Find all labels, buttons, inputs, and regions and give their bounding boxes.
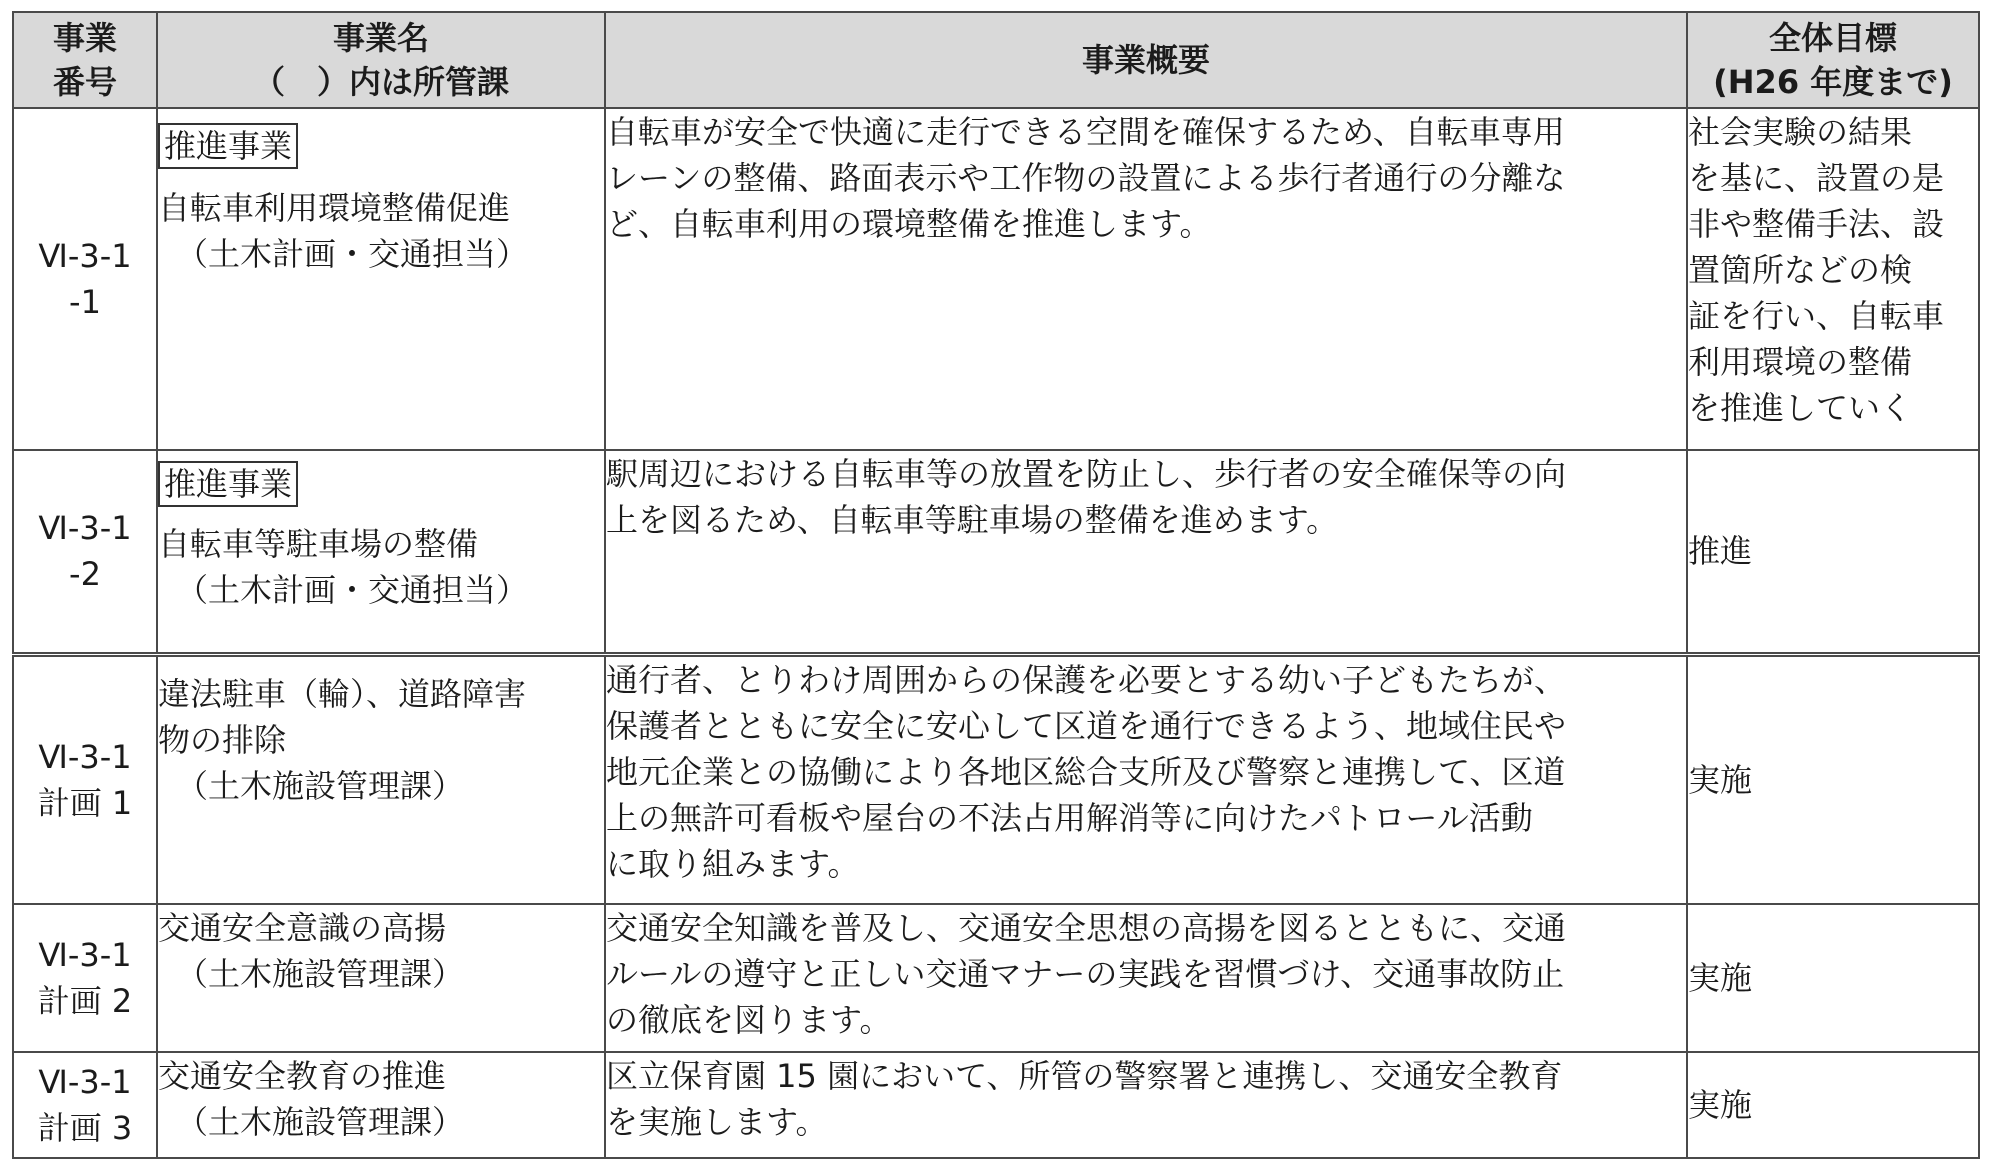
table-header-row [13,12,1979,108]
project-goal-cell: 実施 [1687,654,1979,904]
project-table [12,11,1980,1159]
table-row [13,108,1979,450]
promotion-badge: 推進事業 [158,461,298,507]
project-name-cell: 交通安全教育の推進 （土木施設管理課） [157,1052,605,1158]
project-summary-cell: 駅周辺における自転車等の放置を防止し、歩行者の安全確保等の向 上を図るため、自転車等駐車場の整備を進めます。 [605,450,1687,654]
project-goal-cell: 推進 [1687,450,1979,654]
project-summary-cell: 交通安全知識を普及し、交通安全思想の高揚を図るとともに、交通 ルールの遵守と正しい交通マナーの実践を習慣づけ、交通事故防止 の徹底を図ります。 [605,904,1687,1052]
project-summary-cell: 区立保育園 15 園において、所管の警察署と連携し、交通安全教育 を実施します。 [605,1052,1687,1158]
header-number: 事業 番号 [13,12,157,108]
header-goal: 全体目標 (H26 年度まで) [1687,12,1979,108]
project-number-cell: Ⅵ-3-1 計画 2 [13,904,157,1052]
project-name-cell: 推進事業 自転車利用環境整備促進 （土木計画・交通担当） [157,108,605,450]
project-goal-cell: 実施 [1687,1052,1979,1158]
table-row [13,904,1979,1052]
project-name-cell: 交通安全意識の高揚 （土木施設管理課） [157,904,605,1052]
project-number-cell: Ⅵ-3-1 -2 [13,450,157,654]
header-summary: 事業概要 [605,12,1687,108]
project-number-cell: Ⅵ-3-1 -1 [13,108,157,450]
project-name-cell: 推進事業 自転車等駐車場の整備 （土木計画・交通担当） [157,450,605,654]
header-name: 事業名 （ ）内は所管課 [157,12,605,108]
project-number-cell: Ⅵ-3-1 計画 3 [13,1052,157,1158]
project-summary-cell: 自転車が安全で快適に走行できる空間を確保するため、自転車専用 レーンの整備、路面表示や工作物の設置による歩行者通行の分離な ど、自転車利用の環境整備を推進します。 [605,108,1687,450]
project-name-cell: 違法駐車（輪）、道路障害 物の排除 （土木施設管理課） [157,654,605,904]
table-row [13,654,1979,904]
table-row [13,450,1979,654]
table-row [13,1052,1979,1158]
project-goal-cell: 実施 [1687,904,1979,1052]
project-summary-cell: 通行者、とりわけ周囲からの保護を必要とする幼い子どもたちが、 保護者とともに安全に安心して区道を通行できるよう、地域住民や 地元企業との協働により各地区総合支所及び警察と連携して、区道 上の無許可看板や屋台の不法占用解消等に向けたパトロール活動 に取り組みます。 [605,654,1687,904]
project-goal-cell: 社会実験の結果 を基に、設置の是 非や整備手法、設 置箇所などの検 証を行い、自転車 利用環境の整備 を推進していく [1687,108,1979,450]
project-number-cell: Ⅵ-3-1 計画 1 [13,654,157,904]
promotion-badge: 推進事業 [158,123,298,169]
